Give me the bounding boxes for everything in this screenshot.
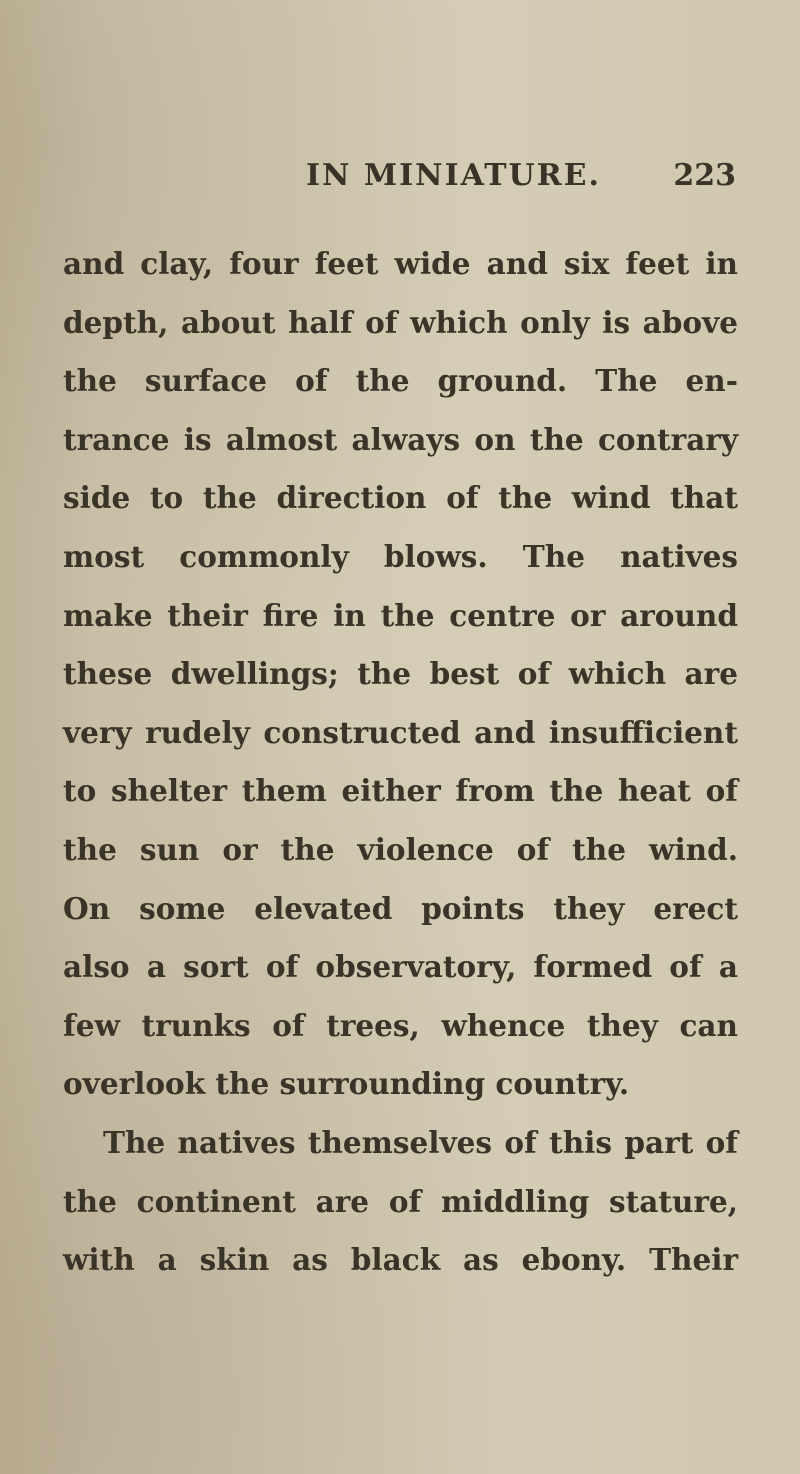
body-text <box>63 244 738 1299</box>
text-line: the sun or the violence of the wind. <box>63 831 738 867</box>
text-line: and clay, four feet wide and six feet in <box>63 246 738 281</box>
text-line: most commonly blows. The natives <box>63 538 738 574</box>
page-number: 223 <box>673 158 736 193</box>
text-line: trance is almost always on the contrary <box>63 421 738 457</box>
text-line: very rudely constructed and insufficient <box>63 714 738 750</box>
text-line: On some elevated points they erect <box>63 890 738 926</box>
text-line: to shelter them either from the heat of <box>63 773 738 809</box>
page-header <box>0 158 800 208</box>
text-line: also a sort of observatory, formed of a <box>63 949 738 985</box>
text-line: the surface of the ground. The en- <box>63 363 738 399</box>
text-line: make their fire in the centre or around <box>63 597 738 633</box>
text-line: depth, about half of which only is above <box>63 304 738 340</box>
text-line: side to the direction of the wind that <box>63 480 738 516</box>
running-title: IN MINIATURE. <box>306 158 601 193</box>
text-line: with a skin as black as ebony. Their <box>63 1242 738 1278</box>
text-line: overlook the surrounding country. <box>63 1066 630 1102</box>
text-line: few trunks of trees, whence they can <box>63 1007 738 1043</box>
text-line: the continent are of middling stature, <box>63 1183 738 1219</box>
text-line: these dwellings; the best of which are <box>63 656 738 692</box>
text-line: The natives themselves of this part of <box>103 1124 738 1160</box>
